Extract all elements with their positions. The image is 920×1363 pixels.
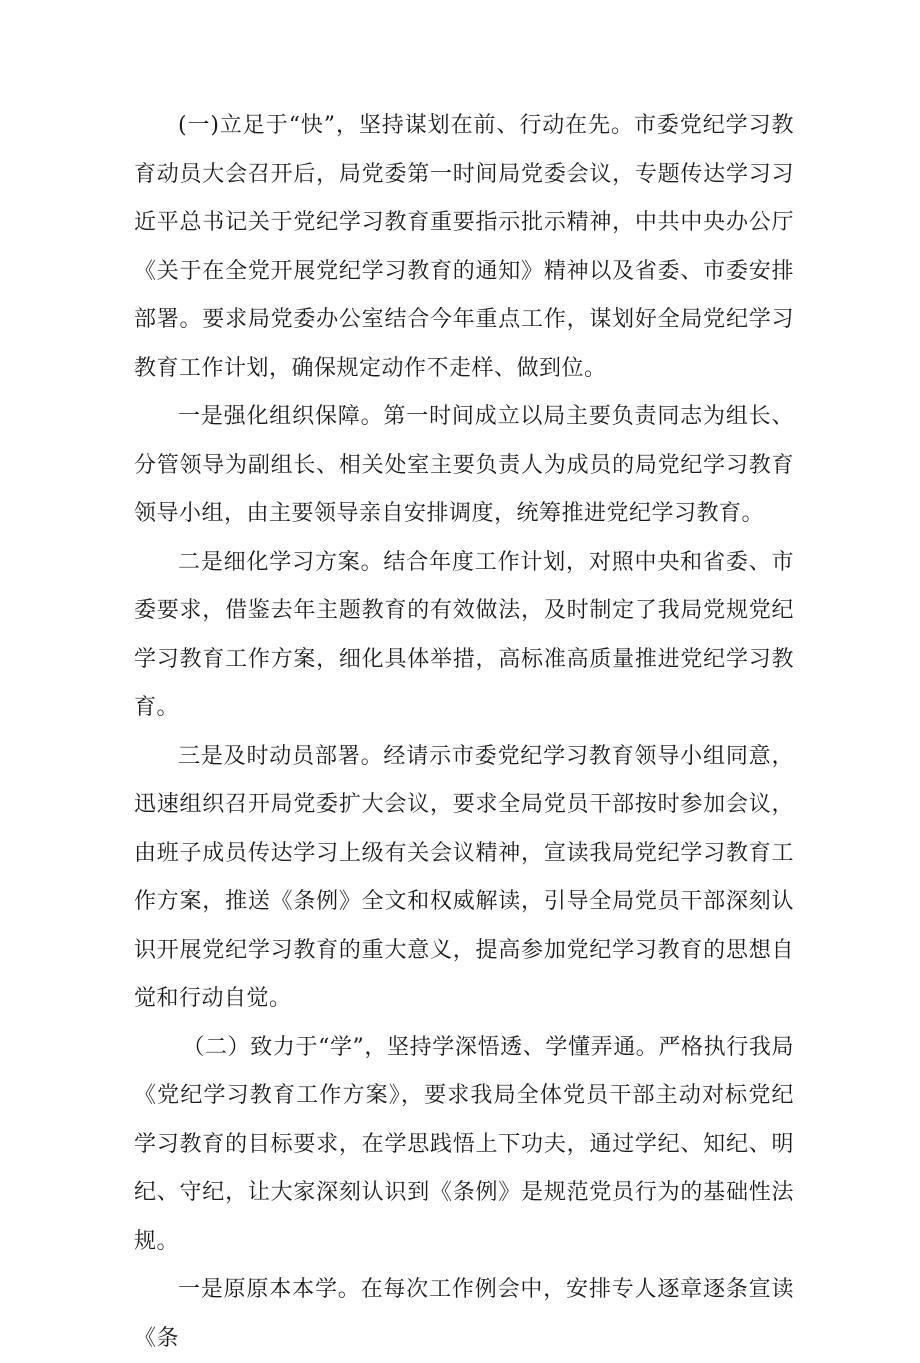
paragraph-organization-guarantee: 一是强化组织保障。第一时间成立以局主要负责同志为组长、分管领导为副组长、相关处室主要负责人为成员的局党纪学习教育领导小组，由主要领导亲自安排调度，统筹推进党纪学习教育。 (134, 404, 794, 526)
paragraph-section-one: (一)立足于“快”，坚持谋划在前、行动在先。市委党纪学习教育动员大会召开后，局党委第一时间局党委会议，专题传达学习习近平总书记关于党纪学习教育重要指示批示精神，中共中央办公厅《关于在全党开展党纪学习教育的通知》精神以及省委、市委安排部署。要求局党委办公室结合今年重点工作，谋划好全局党纪学习教育工作计划，确保规定动作不走样、做到位。 (134, 113, 794, 381)
paragraph-study-plan: 二是细化学习方案。结合年度工作计划，对照中央和省委、市委要求，借鉴去年主题教育的有效做法，及时制定了我局党规党纪学习教育工作方案，细化具体举措，高标准高质量推进党纪学习教育。 (134, 549, 794, 720)
paragraph-mobilization: 三是及时动员部署。经请示市委党纪学习教育领导小组同意，迅速组织召开局党委扩大会议，要求全局党员干部按时参加会议，由班子成员传达学习上级有关会议精神，宣读我局党纪学习教育工作方案，推送《条例》全文和权威解读，引导全局党员干部深刻认识开展党纪学习教育的重大意义，提高参加党纪学习教育的思想自觉和行动自觉。 (134, 743, 794, 1011)
paragraph-original-study: 一是原原本本学。在每次工作例会中，安排专人逐章逐条宣读《条 (134, 1277, 794, 1351)
document-body (134, 102, 794, 1363)
paragraph-section-two: （二）致力于“学”，坚持学深悟透、学懂弄通。严格执行我局《党纪学习教育工作方案》，要求我局全体党员干部主动对标党纪学习教育的目标要求，在学思践悟上下功夫，通过学纪、知纪、明纪、守纪，让大家深刻认识到《条例》是规范党员行为的基础性法规。 (134, 1034, 794, 1254)
